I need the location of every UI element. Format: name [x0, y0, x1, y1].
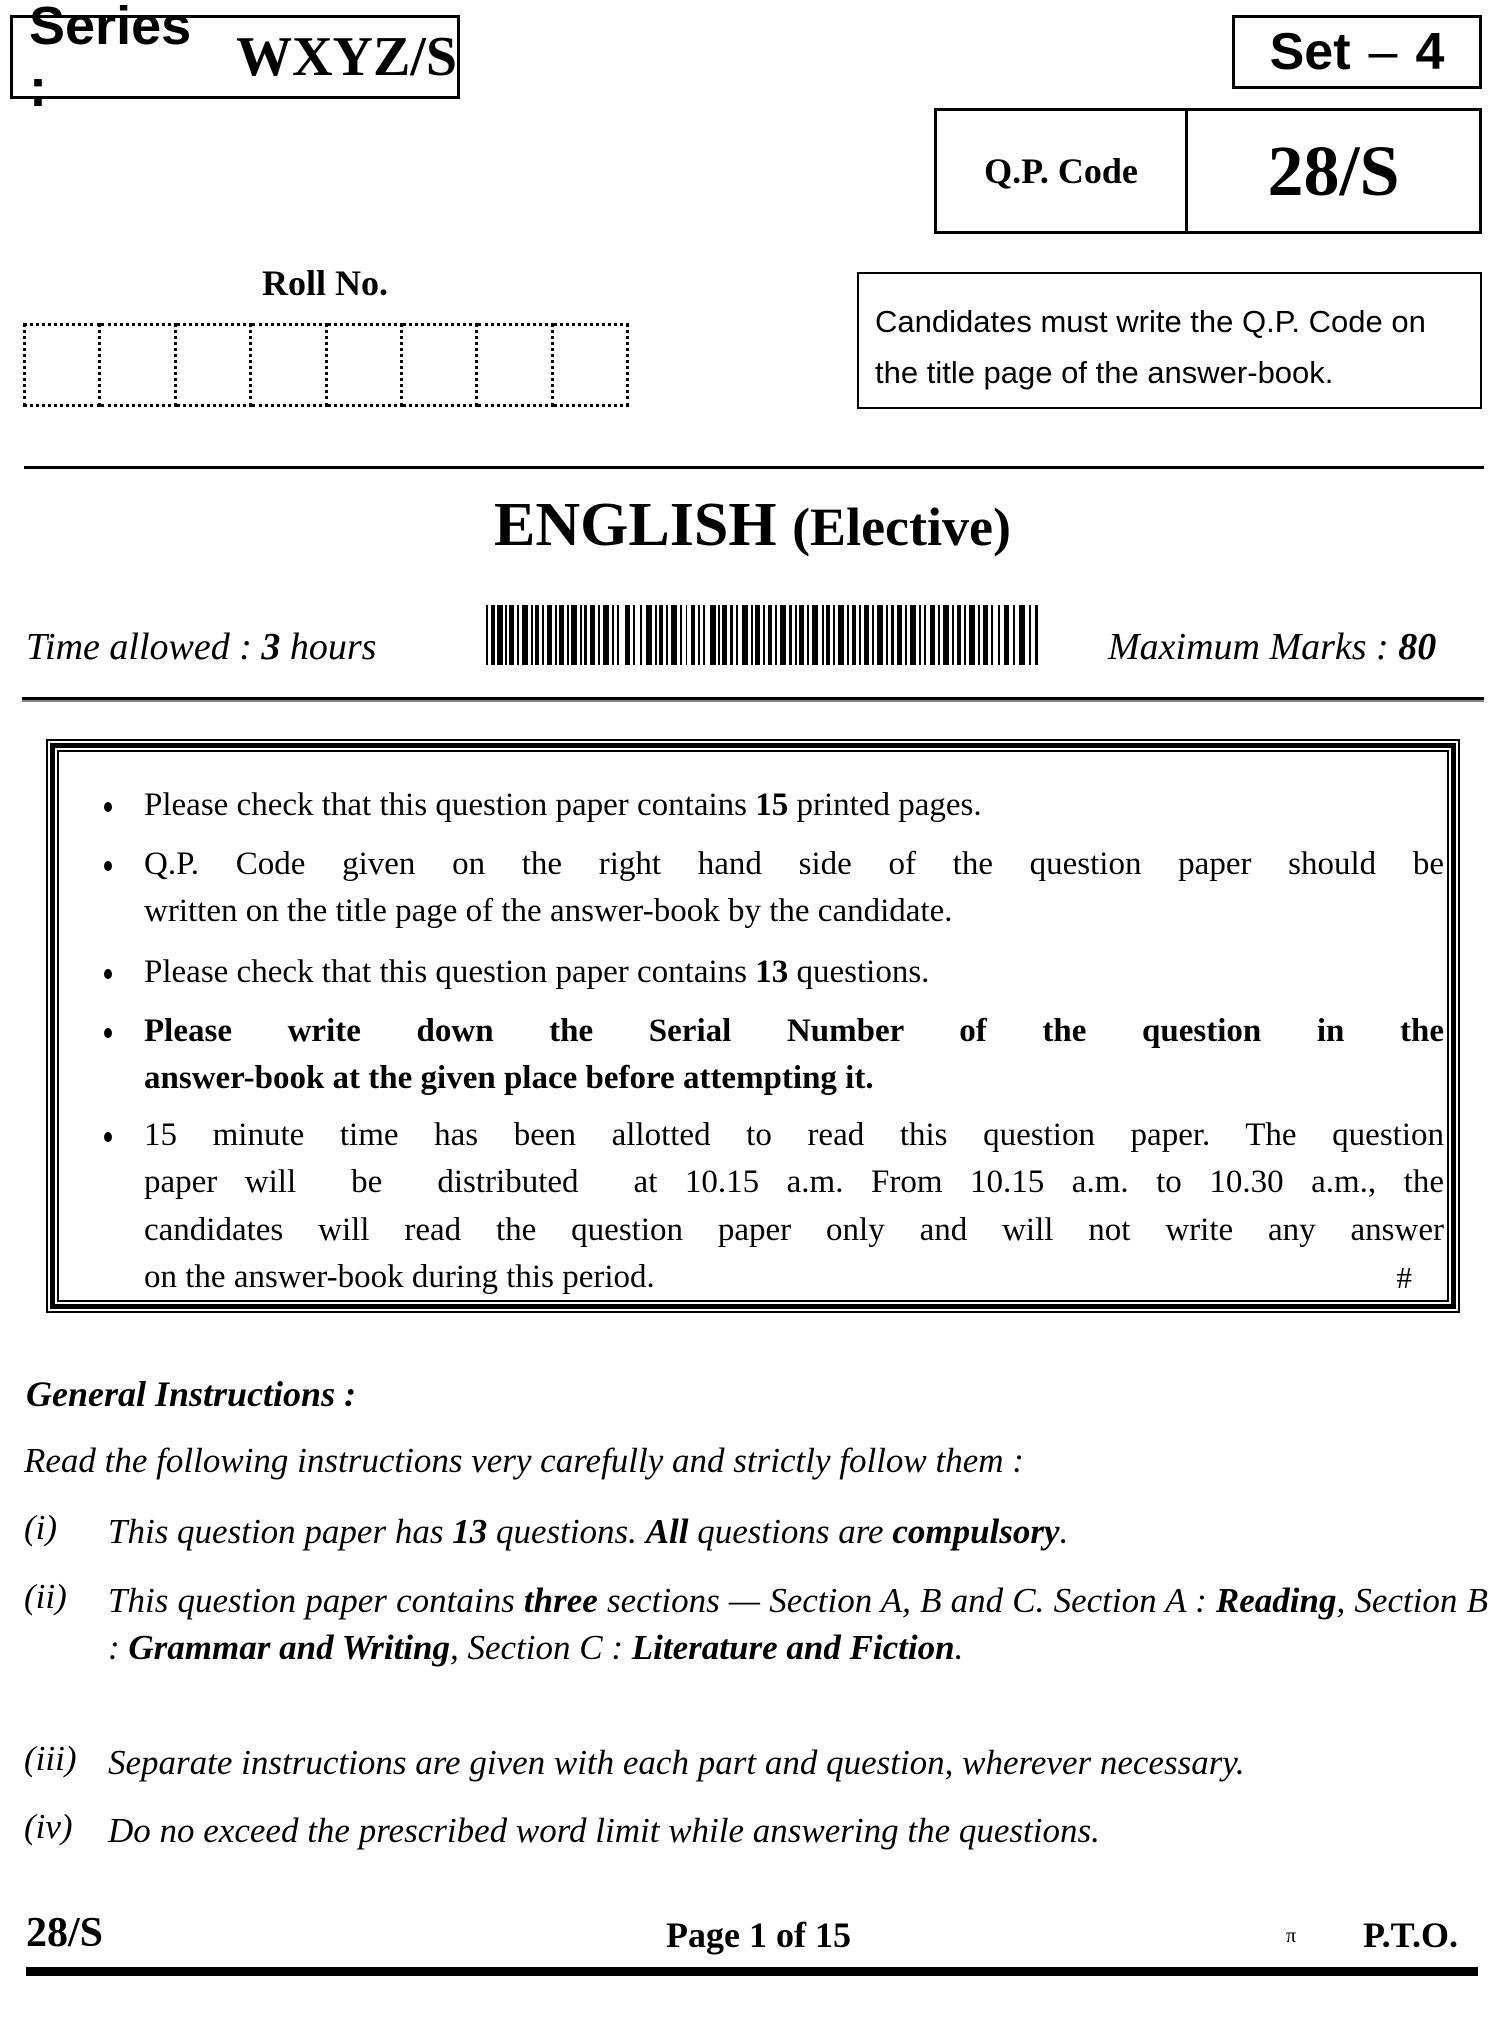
subject-title: ENGLISH — [494, 491, 777, 559]
instruction-text: . — [1059, 1512, 1069, 1551]
instruction-emphasis: Literature and Fiction — [631, 1628, 955, 1667]
marks-value: 80 — [1398, 626, 1437, 668]
instruction-text: , Section B : — [108, 1581, 1488, 1667]
bullet-icon — [104, 969, 112, 979]
time-value: 3 — [261, 626, 281, 668]
general-instructions-intro: Read the following instructions very carefully and strictly follow them : — [24, 1441, 1024, 1480]
instruction-text: , Section C : — [450, 1628, 632, 1667]
set-label: Set — [1269, 23, 1351, 81]
notice-item-qp-code-cont: written on the title page of the answer-book by the candidate. — [144, 893, 953, 929]
instruction-emphasis: three — [523, 1581, 598, 1620]
footer-qp-code: 28/S — [26, 1910, 104, 1956]
candidates-note-line: Candidates must write the Q.P. Code on — [875, 304, 1426, 339]
notice-item-reading-time-cont: paper will be distributed at 10.15 a.m. From 10.15 a.m. to 10.30 a.m., the — [144, 1164, 1444, 1200]
instruction-number: (i) — [24, 1508, 58, 1547]
pi-mark: π — [1286, 1925, 1297, 1947]
page-title — [0, 490, 1505, 561]
notice-item-reading-time-cont: on the answer-book during this period. — [144, 1259, 655, 1295]
set-dash: – — [1368, 23, 1398, 81]
question-count: 13 — [755, 954, 789, 990]
barcode-icon — [486, 605, 1038, 665]
notice-item-reading-time: 15 minute time has been allotted to read this question paper. The question — [144, 1117, 1444, 1153]
bullet-icon — [104, 1028, 112, 1038]
instruction-emphasis: compulsory — [892, 1512, 1060, 1551]
roll-no-boxes — [23, 323, 629, 407]
roll-no-digit-box[interactable] — [252, 323, 327, 407]
instruction-text: questions. — [487, 1512, 646, 1551]
qp-code-box — [934, 108, 1482, 234]
candidates-note-box — [857, 272, 1482, 409]
bullet-icon — [104, 802, 112, 812]
general-instructions-heading: General Instructions : — [26, 1374, 357, 1414]
instruction-item: Do no exceed the prescribed word limit while answering the questions. — [108, 1811, 1100, 1850]
notice-box — [46, 739, 1460, 1313]
bullet-icon — [104, 1132, 112, 1142]
instruction-item — [108, 1508, 1488, 1555]
set-value: 4 — [1415, 23, 1445, 81]
instruction-number: (iv) — [24, 1807, 73, 1846]
divider-rule — [22, 697, 1484, 700]
roll-no-digit-box[interactable] — [554, 323, 629, 407]
notice-item-qp-code: Q.P. Code given on the right hand side of the question paper should be — [144, 846, 1444, 882]
maximum-marks — [1108, 625, 1436, 669]
instruction-text: This question paper has — [108, 1512, 453, 1551]
instruction-text: sections — Section A, B and C. Section A : — [597, 1581, 1216, 1620]
set-box — [1232, 15, 1482, 89]
bullet-icon — [104, 861, 112, 871]
series-value: WXYZ/S — [236, 26, 457, 88]
roll-no-digit-box[interactable] — [328, 323, 403, 407]
notice-text: Please check that this question paper contains — [144, 787, 756, 823]
notice-item-questions — [144, 949, 1444, 996]
notice-text: questions. — [788, 954, 930, 990]
pto-label: P.T.O. — [1363, 1915, 1459, 1955]
hash-mark: # — [1396, 1260, 1412, 1295]
instruction-text: This question paper contains — [108, 1581, 524, 1620]
series-box — [10, 0, 460, 118]
roll-no-digit-box[interactable] — [478, 323, 553, 407]
notice-item-serial: Please write down the Serial Number of the question in the — [144, 1013, 1444, 1049]
instruction-number: (ii) — [24, 1577, 67, 1616]
roll-no-digit-box[interactable] — [23, 323, 101, 407]
notice-box-content — [57, 750, 1449, 1302]
time-allowed — [26, 625, 376, 669]
candidates-note-line: the title page of the answer-book. — [875, 355, 1334, 390]
series-label: Series : — [29, 0, 192, 118]
subject-subtitle: (Elective) — [792, 497, 1011, 557]
instruction-item — [108, 1577, 1488, 1671]
notice-item-reading-time-cont: candidates will read the question paper only and will not write any answer — [144, 1212, 1444, 1248]
instruction-emphasis: Reading — [1215, 1581, 1337, 1620]
roll-no-label: Roll No. — [262, 263, 388, 303]
notice-item-serial-cont: answer-book at the given place before attempting it. — [144, 1060, 874, 1096]
time-unit: hours — [289, 626, 377, 668]
page-count: 15 — [755, 787, 789, 823]
qp-code-value: 28/S — [1267, 130, 1400, 211]
notice-text: printed pages. — [788, 787, 982, 823]
roll-no-digit-box[interactable] — [177, 323, 252, 407]
page-number: Page 1 of 15 — [666, 1915, 851, 1955]
notice-box-frame — [50, 743, 1456, 1309]
time-label: Time allowed : — [26, 626, 252, 668]
divider-rule — [24, 466, 1484, 469]
instruction-emphasis: Grammar and Writing — [128, 1628, 450, 1667]
roll-no-digit-box[interactable] — [101, 323, 176, 407]
notice-text: Please check that this question paper contains — [144, 954, 756, 990]
instruction-text: . — [954, 1628, 964, 1667]
marks-label: Maximum Marks : — [1108, 626, 1389, 668]
instruction-text: questions are — [688, 1512, 893, 1551]
instruction-item: Separate instructions are given with each part and question, wherever necessary. — [108, 1743, 1245, 1782]
roll-no-digit-box[interactable] — [403, 323, 478, 407]
footer-rule — [26, 1967, 1478, 1976]
instruction-number: (iii) — [24, 1739, 77, 1778]
instruction-emphasis: 13 — [452, 1512, 488, 1551]
qp-code-label: Q.P. Code — [937, 111, 1188, 231]
notice-item-pages — [144, 782, 1444, 829]
instruction-emphasis: All — [645, 1512, 689, 1551]
